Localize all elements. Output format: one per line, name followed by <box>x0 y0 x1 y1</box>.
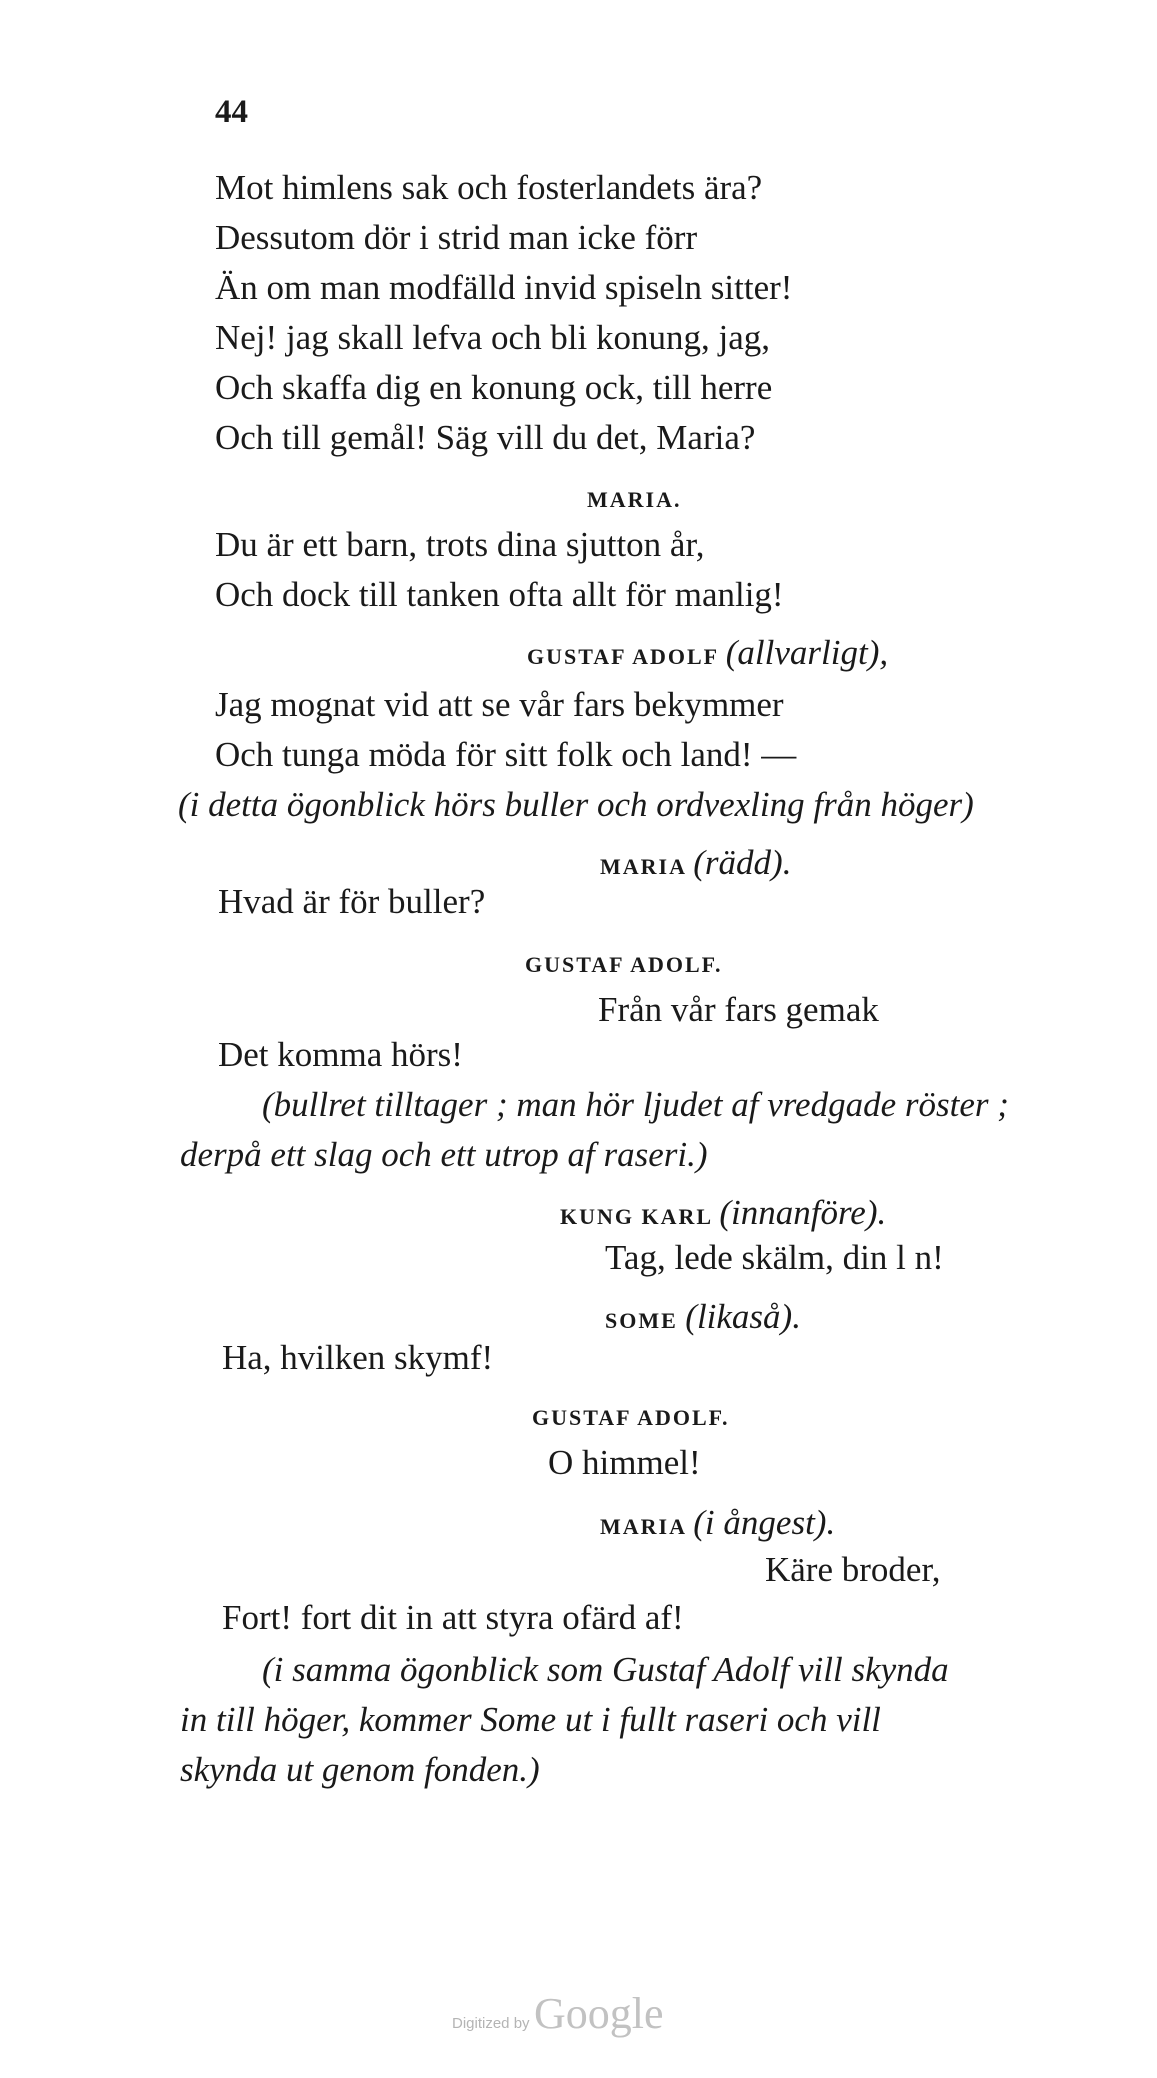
stage-direction: (innanföre). <box>719 1193 887 1232</box>
speaker-name: MARIA <box>600 1514 686 1539</box>
stage-direction: derpå ett slag och ett utrop af raseri.) <box>180 1135 708 1174</box>
speaker-heading <box>560 1193 887 1232</box>
stage-direction: (rädd). <box>693 843 792 882</box>
stage-direction: in till höger, kommer Some ut i fullt raseri och vill <box>180 1700 881 1739</box>
verse-line: Och dock till tanken ofta allt för manlig! <box>215 575 784 614</box>
verse-line: Mot himlens sak och fosterlandets ära? <box>215 168 763 207</box>
verse-line: Och tunga möda för sitt folk och land! — <box>215 735 797 774</box>
stage-direction: (likaså). <box>685 1297 801 1336</box>
watermark-prefix: Digitized by <box>452 2015 530 2032</box>
verse-line: Du är ett barn, trots dina sjutton år, <box>215 525 705 564</box>
speaker-heading <box>600 1503 836 1542</box>
verse-line: O himmel! <box>548 1443 701 1482</box>
page-number: 44 <box>215 94 248 130</box>
speaker-name: GUSTAF ADOLF. <box>525 952 723 977</box>
verse-line: Än om man modfälld invid spiseln sitter! <box>215 268 793 307</box>
digitized-watermark <box>452 1988 664 2039</box>
verse-line: Fort! fort dit in att styra ofärd af! <box>222 1598 684 1637</box>
verse-line: Käre broder, <box>765 1550 941 1589</box>
speaker-name: MARIA. <box>587 487 682 512</box>
verse-line: Det komma hörs! <box>218 1035 463 1074</box>
speaker-name: GUSTAF ADOLF <box>527 644 719 669</box>
stage-direction: (allvarligt), <box>725 633 889 672</box>
speaker-heading <box>600 843 792 882</box>
speaker-name: GUSTAF ADOLF. <box>532 1405 730 1430</box>
speaker-name: MARIA <box>600 854 686 879</box>
verse-line: Dessutom dör i strid man icke förr <box>215 218 698 257</box>
verse-line: Ha, hvilken skymf! <box>222 1338 494 1377</box>
speaker-name: SOME <box>605 1308 678 1333</box>
verse-line: Nej! jag skall lefva och bli konung, jag, <box>215 318 770 357</box>
stage-direction: skynda ut genom fonden.) <box>180 1750 540 1789</box>
verse-line: Och skaffa dig en konung ock, till herre <box>215 368 773 407</box>
verse-line: Från vår fars gemak <box>598 990 879 1029</box>
stage-direction: (i samma ögonblick som Gustaf Adolf vill skynda <box>262 1650 949 1689</box>
speaker-name: KUNG KARL <box>560 1204 712 1229</box>
stage-direction: (bullret tilltager ; man hör ljudet af vredgade röster ; <box>262 1085 1009 1124</box>
stage-direction: (i ångest). <box>693 1503 836 1542</box>
speaker-heading <box>605 1297 801 1336</box>
verse-line: Tag, lede skälm, din l n! <box>605 1238 944 1277</box>
stage-direction: (i detta ögonblick hörs buller och ordvexling från höger) <box>178 785 974 824</box>
verse-line: Hvad är för buller? <box>218 882 486 921</box>
google-logo: Google <box>534 1989 664 2038</box>
verse-line: Jag mognat vid att se vår fars bekymmer <box>215 685 784 724</box>
speaker-heading <box>527 633 889 672</box>
verse-line: Och till gemål! Säg vill du det, Maria? <box>215 418 756 457</box>
